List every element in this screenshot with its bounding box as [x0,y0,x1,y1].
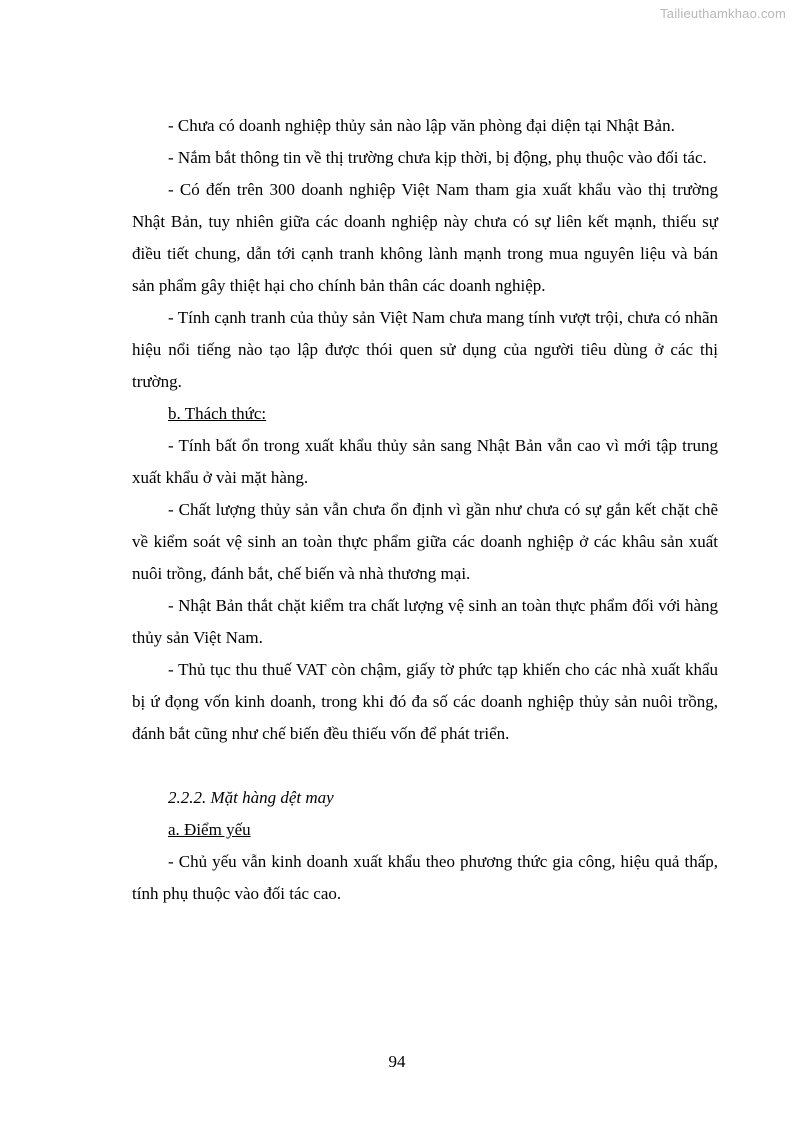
section-title: 2.2.2. Mặt hàng dệt may [168,788,334,807]
subheading-challenges-label: b. Thách thức: [168,404,267,423]
paragraph: - Chủ yếu vẫn kinh doanh xuất khẩu theo phương thức gia công, hiệu quả thấp, tính phụ thuộc vào đối tác cao. [132,852,718,903]
document-body [132,110,718,910]
subheading-challenges [132,398,718,430]
paragraph: - Có đến trên 300 doanh nghiệp Việt Nam tham gia xuất khẩu vào thị trường Nhật Bản, tuy nhiên giữa các doanh nghiệp này chưa có sự liên kết mạnh, thiếu sự điều tiết chung, dẫn tới cạnh tranh không lành mạnh trong mua nguyên liệu và bán sản phẩm gây thiệt hại cho chính bản thân các doanh nghiệp. [132,180,718,295]
subheading-weaknesses [132,814,718,846]
subheading-weaknesses-label: a. Điểm yếu [168,820,251,839]
watermark-text: Tailieuthamkhao.com [660,6,786,21]
page-number: 94 [388,1052,406,1071]
section-spacer [132,750,718,782]
paragraph: - Chưa có doanh nghiệp thủy sản nào lập văn phòng đại diện tại Nhật Bản. [168,116,675,135]
paragraph: - Thủ tục thu thuế VAT còn chậm, giấy tờ phức tạp khiến cho các nhà xuất khẩu bị ứ đọng vốn kinh doanh, trong khi đó đa số các doanh nghiệp thủy sản nuôi trồng, đánh bắt cũng như chế biến đều thiếu vốn để phát triển. [132,660,718,743]
paragraph: - Tính bất ổn trong xuất khẩu thủy sản sang Nhật Bản vẫn cao vì mới tập trung xuất khẩu ở vài mặt hàng. [132,436,718,487]
paragraph: - Chất lượng thủy sản vẫn chưa ổn định vì gần như chưa có sự gắn kết chặt chẽ về kiểm soát vệ sinh an toàn thực phẩm giữa các doanh nghiệp ở các khâu sản xuất nuôi trồng, đánh bắt, chế biến và nhà thương mại. [132,500,718,583]
paragraph: - Nắm bắt thông tin về thị trường chưa kịp thời, bị động, phụ thuộc vào đối tác. [168,148,707,167]
paragraph: - Nhật Bản thắt chặt kiểm tra chất lượng vệ sinh an toàn thực phẩm đối với hàng thủy sản Việt Nam. [132,596,718,647]
paragraph: - Tính cạnh tranh của thủy sản Việt Nam chưa mang tính vượt trội, chưa có nhãn hiệu nổi tiếng nào tạo lập được thói quen sử dụng của người tiêu dùng ở các thị trường. [132,308,718,391]
